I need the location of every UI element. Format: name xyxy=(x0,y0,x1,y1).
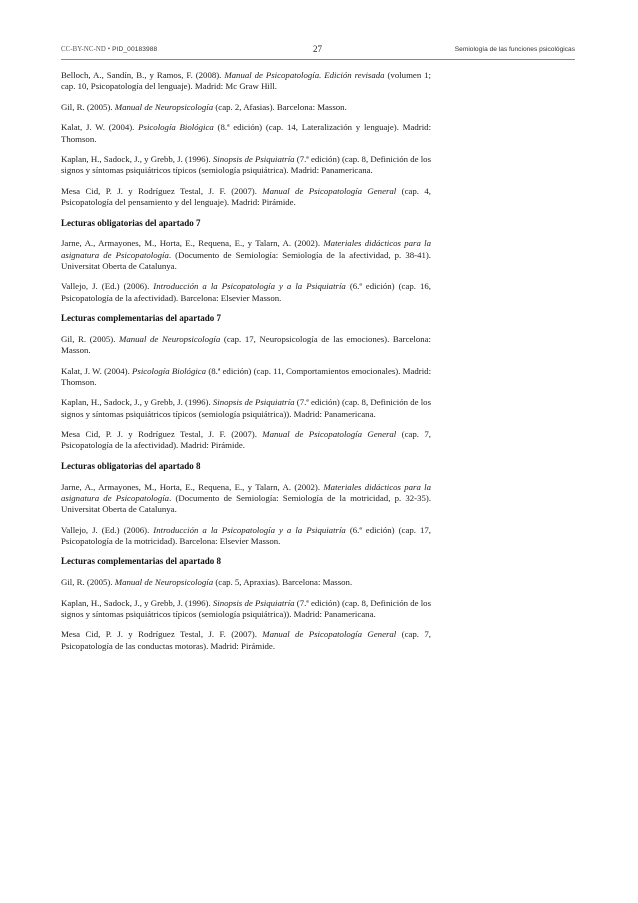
reference-text: (cap. 4, Psicopatología del pensamiento y del lenguaje). Madrid: Pirámide. xyxy=(61,185,431,208)
running-header xyxy=(61,46,575,60)
reference-text: Mesa Cid, P. J. y Rodríguez Testal, J. F. (2007). xyxy=(61,429,263,440)
reference-title: Manual de Neuropsicología xyxy=(114,576,214,587)
reference-entry xyxy=(61,525,431,547)
reference-text: (8.ª edición) (cap. 14, Lateralización y lenguaje). Madrid: Thomson. xyxy=(61,122,432,144)
reference-entry xyxy=(61,429,431,451)
reference-entry xyxy=(61,70,431,92)
reference-title: Psicología Biológica xyxy=(132,365,207,376)
reference-text: . (Documento de Semiología: Semiología de la afectividad, p. 38-41). Universitat Oberta de Catalunya. xyxy=(61,249,431,271)
reference-text: (cap. 7, Psicopatología de la afectividad). Madrid: Pirámide. xyxy=(61,429,431,451)
reference-text: . (Documento de Semiología: Semiología de la motricidad, p. 32-35). Universitat Oberta de Catalunya. xyxy=(61,492,432,514)
reference-entry xyxy=(61,397,431,419)
section-heading: Lecturas complementarias del apartado 8 xyxy=(61,556,221,567)
reference-entry xyxy=(61,482,431,516)
header-license-code xyxy=(61,46,157,53)
section-heading: Lecturas obligatorias del apartado 8 xyxy=(61,460,201,471)
reference-title: Sinopsis de Psiquiatría xyxy=(212,397,295,408)
reference-title: Sinopsis de Psiquiatría xyxy=(212,154,295,165)
reference-text: Kaplan, H., Sadock, J., y Grebb, J. (1996). xyxy=(61,154,213,165)
reference-entry xyxy=(61,154,431,176)
reference-title: Introducción a la Psicopatología y a la Psiquiatría xyxy=(153,281,346,292)
reference-entry xyxy=(61,334,431,356)
running-title: Semiología de las funciones psicológicas xyxy=(454,46,575,53)
reference-text: Gil, R. (2005). xyxy=(61,101,115,112)
reference-text: Mesa Cid, P. J. y Rodríguez Testal, J. F. (2007). xyxy=(61,629,263,640)
reference-text: Kaplan, H., Sadock, J., y Grebb, J. (1996). xyxy=(61,397,213,408)
section-heading: Lecturas complementarias del apartado 7 xyxy=(61,313,221,324)
reference-text: Jarne, A., Armayones, M., Horta, E., Requena, E., y Talarn, A. (2002). xyxy=(61,481,324,492)
reference-entry xyxy=(61,366,431,388)
reference-text: Gil, R. (2005). xyxy=(61,576,115,587)
reference-text: (cap. 2, Afasias). Barcelona: Masson. xyxy=(213,101,347,112)
reference-text: (8.ª edición) (cap. 11, Comportamientos emocionales). Madrid: Thomson. xyxy=(61,365,432,387)
reference-text: Mesa Cid, P. J. y Rodríguez Testal, J. F. (2007). xyxy=(61,185,263,196)
reference-title: Manual de Neuropsicología xyxy=(114,101,214,112)
reference-text: (6.ª edición) (cap. 17, Psicopatología de la motricidad). Barcelona: Elsevier Masson. xyxy=(61,524,431,546)
reference-title: Sinopsis de Psiquiatría xyxy=(212,597,295,608)
reference-title: Manual de Neuropsicología xyxy=(119,333,221,344)
reference-text: Belloch, A., Sandín, B., y Ramos, F. (2008). xyxy=(61,70,225,80)
reference-text: (7.ª edición) (cap. 8, Definición de los signos y síntomas psiquiátricos típicos (semiología psiquiátrica). Madrid: Panamericana. xyxy=(61,154,431,176)
reference-text: (7.ª edición) (cap. 8, Definición de los signos y síntomas psiquiátricos típicos (semiología psiquiátrica)). Madrid: Panamericana. xyxy=(61,397,431,419)
reference-entry xyxy=(61,281,431,303)
reference-title: Manual de Psicopatología General xyxy=(262,185,397,196)
reference-title: Manual de Psicopatología General xyxy=(262,629,397,640)
reference-text: (6.ª edición) (cap. 16, Psicopatología de la afectividad). Barcelona: Elsevier Masson. xyxy=(61,281,431,303)
reference-title: Introducción a la Psicopatología y a la Psiquiatría xyxy=(153,524,346,535)
reference-text: Vallejo, J. (Ed.) (2006). xyxy=(61,524,154,535)
reference-text: Kaplan, H., Sadock, J., y Grebb, J. (1996). xyxy=(61,597,213,608)
reference-title: Manual de Psicopatología General xyxy=(262,429,397,440)
reference-text: (cap. 17, Neuropsicología de las emociones). Barcelona: Masson. xyxy=(61,333,432,355)
reference-text: Vallejo, J. (Ed.) (2006). xyxy=(61,281,154,292)
reference-entry xyxy=(61,577,431,588)
reference-entry xyxy=(61,629,431,651)
page-number: 27 xyxy=(313,44,322,54)
license-label: CC-BY-NC-ND • xyxy=(61,46,111,53)
reference-title: Manual de Psicopatología. Edición revisada xyxy=(224,70,385,80)
header-rule xyxy=(61,59,575,60)
reference-text: (cap. 5, Apraxias). Barcelona: Masson. xyxy=(213,576,353,587)
reference-text: (cap. 7, Psicopatología de las conductas motoras). Madrid: Pirámide. xyxy=(61,629,431,651)
reference-entry xyxy=(61,186,431,208)
reference-text: Jarne, A., Armayones, M., Horta, E., Requena, E., y Talarn, A. (2002). xyxy=(61,238,324,249)
reference-entry xyxy=(61,122,431,144)
section-heading: Lecturas obligatorias del apartado 7 xyxy=(61,217,201,228)
reference-text: (volumen 1; cap. 10, Psicopatología del lenguaje). Madrid: Mc Graw Hill. xyxy=(61,70,431,92)
reference-entry xyxy=(61,598,431,620)
reference-title: Psicología Biológica xyxy=(138,122,214,133)
reference-title: Materiales didácticos para la asignatura de Psicopatología xyxy=(61,481,431,503)
reference-text: Kalat, J. W. (2004). xyxy=(61,365,133,376)
reference-title: Materiales didácticos para la asignatura de Psicopatología xyxy=(61,238,431,260)
reference-text: Gil, R. (2005). xyxy=(61,333,120,344)
reference-entry xyxy=(61,238,431,272)
reference-text: (7.ª edición) (cap. 8, Definición de los signos y síntomas psiquiátricos típicos (semiología psiquiátrica)). Madrid: Panamericana. xyxy=(61,597,431,619)
bibliography-content xyxy=(61,70,431,661)
reference-text: Kalat, J. W. (2004). xyxy=(61,122,139,133)
document-code: PID_00183988 xyxy=(112,46,158,53)
reference-entry xyxy=(61,102,431,113)
